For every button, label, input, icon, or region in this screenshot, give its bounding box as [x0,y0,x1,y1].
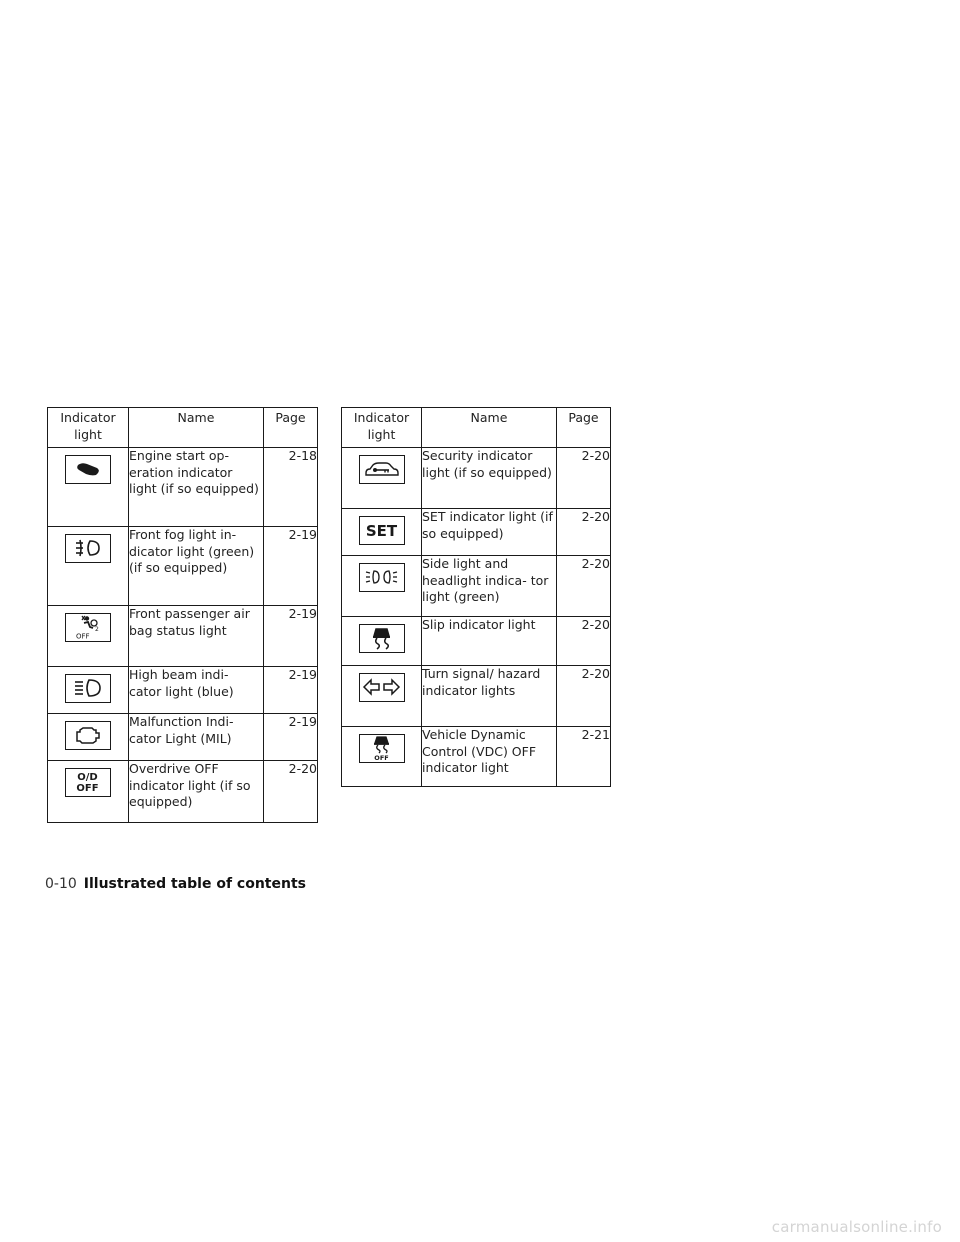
indicator-name: Security indicator light (if so equipped) [422,448,557,509]
header-name: Name [422,408,557,448]
page-reference: 2-20 [557,556,611,617]
table-row [48,714,318,761]
page-reference: 2-19 [264,667,318,714]
svg-text:OFF: OFF [76,632,90,640]
page-reference: 2-19 [264,527,318,606]
header-indicator-light: Indicator light [48,408,129,448]
table-row [342,509,611,556]
page-reference: 2-21 [557,727,611,787]
page-reference: 2-19 [264,714,318,761]
indicator-table-right [341,407,611,787]
slip-icon [359,624,405,653]
page-reference: 2-20 [557,448,611,509]
indicator-name: Engine start op- eration indicator light (if so equipped) [129,448,264,527]
page-reference: 2-20 [557,617,611,666]
indicator-name: Front passenger air bag status light [129,606,264,667]
overdrive-icon-text-top: O/D [77,772,98,783]
header-page: Page [264,408,318,448]
overdrive-icon-text-bottom: OFF [76,783,99,794]
table-row [342,666,611,727]
set-icon-text: SET [365,522,397,540]
page-reference: 2-20 [557,509,611,556]
indicator-name: Vehicle Dynamic Control (VDC) OFF indicator light [422,727,557,787]
header-page: Page [557,408,611,448]
page-reference: 2-19 [264,606,318,667]
vdc-off-icon [359,734,405,763]
table-row [48,667,318,714]
page-reference: 2-18 [264,448,318,527]
indicator-name: Side light and headlight indica- tor light (green) [422,556,557,617]
vdc-icon-text: OFF [373,754,389,761]
watermark: carmanualsonline.info [771,1218,942,1236]
table-row [48,606,318,667]
page-footer [45,876,306,892]
indicator-name: Malfunction Indi- cator Light (MIL) [129,714,264,761]
table-header-row [342,408,611,448]
overdrive-off-icon [65,768,111,797]
passenger-airbag-off-icon [65,613,111,642]
header-indicator-light: Indicator light [342,408,422,448]
indicator-name: Overdrive OFF indicator light (if so equipped) [129,761,264,823]
turn-signal-arrows-icon [359,673,405,702]
front-fog-light-icon [65,534,111,563]
page-reference: 2-20 [557,666,611,727]
table-header-row [48,408,318,448]
header-name: Name [129,408,264,448]
side-headlight-icon [359,563,405,592]
indicator-name: SET indicator light (if so equipped) [422,509,557,556]
svg-text:2: 2 [95,626,99,633]
engine-start-operation-icon [65,455,111,484]
table-row [48,448,318,527]
indicator-name: Turn signal/ hazard indicator lights [422,666,557,727]
high-beam-icon [65,674,111,703]
table-row [48,761,318,823]
table-row [342,448,611,509]
malfunction-engine-icon [65,721,111,750]
table-row [48,527,318,606]
set-icon [359,516,405,545]
footer-page-number: 0-10 [45,876,77,892]
indicator-name: Front fog light in- dicator light (green) (if so equipped) [129,527,264,606]
indicator-name: Slip indicator light [422,617,557,666]
page-reference: 2-20 [264,761,318,823]
table-row [342,727,611,787]
table-row [342,617,611,666]
indicator-table-left [47,407,318,823]
table-row [342,556,611,617]
indicator-name: High beam indi- cator light (blue) [129,667,264,714]
footer-section-title: Illustrated table of contents [83,876,306,892]
security-car-key-icon [359,455,405,484]
